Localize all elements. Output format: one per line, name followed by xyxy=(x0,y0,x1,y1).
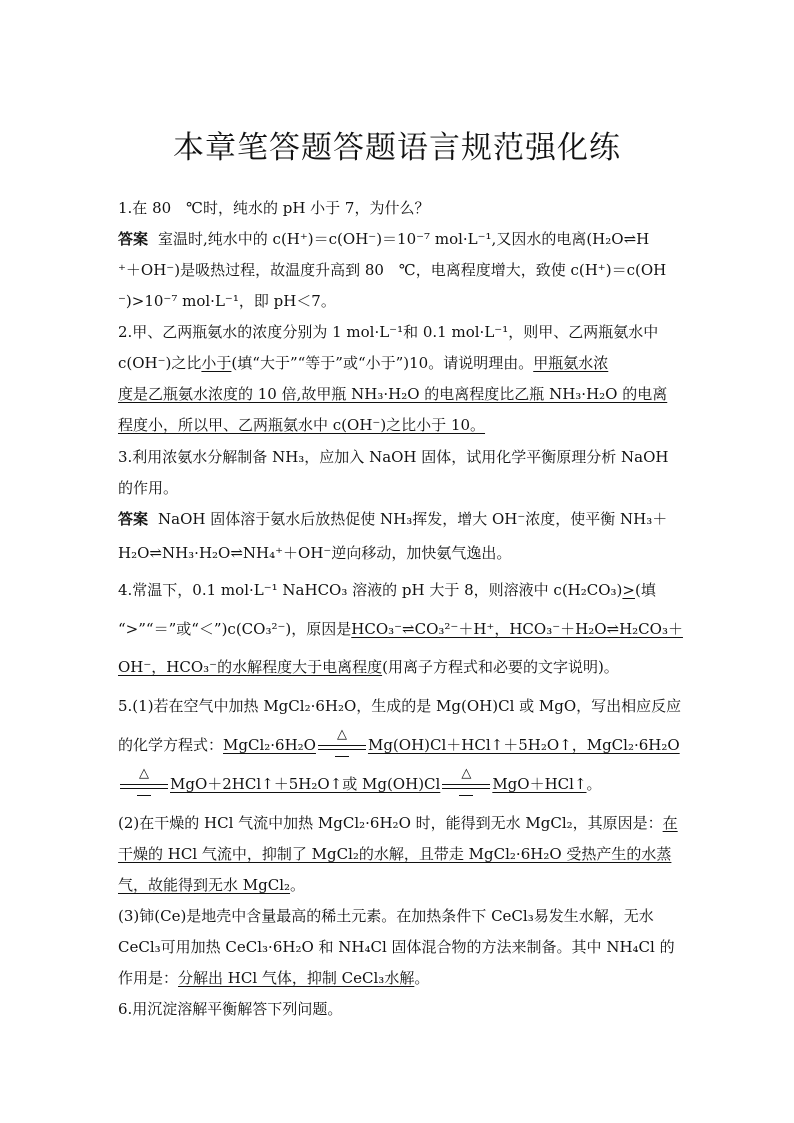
q2-reason-text-2: 度是乙瓶氨水浓度的 10 倍,故甲瓶 NH₃·H₂O 的电离程度比乙瓶 NH₃·H₂O 的电离 xyxy=(118,385,668,403)
heat-condition-arrow xyxy=(318,727,366,756)
q5-1-stem-line-1: 5.(1)若在空气中加热 MgCl₂·6H₂O，生成的是 Mg(OH)Cl 或 MgO，写出相应反应 xyxy=(118,697,682,715)
q5-2-answer-text: 干燥的 HCl 气流中，抑制了 MgCl₂的水解，且带走 MgCl₂·6H₂O 受热产生的水蒸 xyxy=(118,845,672,863)
q2-stem-line-2 xyxy=(118,353,688,373)
q4-reason-text: OH⁻，HCO₃⁻的水解程度大于电离程度 xyxy=(118,658,383,676)
q3-answer-line-2: H₂O⇌NH₃·H₂O⇌NH₄⁺＋OH⁻逆向移动，加快氨气逸出。 xyxy=(118,544,512,562)
q5-3-end: 。 xyxy=(414,969,430,987)
q4-hint-tail: (用离子方程式和必要的文字说明)。 xyxy=(382,658,619,676)
q3-answer-text-1: NaOH 固体溶于氨水后放热促使 NH₃挥发，增大 OH⁻浓度，使平衡 NH₃＋ xyxy=(158,510,668,528)
q2-stem-text: c(OH⁻)之比 xyxy=(118,354,202,372)
q1-answer-line-1 xyxy=(118,229,688,249)
q5-2-answer-start: 在 xyxy=(662,814,678,832)
q5-1-end: 。 xyxy=(586,775,602,793)
q3-stem-line-2: 的作用。 xyxy=(118,479,179,497)
q5-1-equation-line-1 xyxy=(118,727,688,756)
q5-3-line-1: (3)铈(Ce)是地壳中含量最高的稀土元素。在加热条件下 CeCl₃易发生水解，无水 xyxy=(118,907,654,925)
q5-2-line-2 xyxy=(118,844,688,864)
q2-fill-answer: 小于 xyxy=(201,354,232,372)
q5-1-reactant-1: MgCl₂·6H₂O xyxy=(223,736,316,754)
q2-stem-line-1: 2.甲、乙两瓶氨水的浓度分别为 1 mol·L⁻¹和 0.1 mol·L⁻¹，则甲、乙两瓶氨水中 xyxy=(118,323,659,341)
q4-hint-start: (填 xyxy=(634,581,656,599)
q5-1-equation-line-2 xyxy=(118,766,688,795)
q1-stem: 1.在 80 ℃时，纯水的 pH 小于 7，为什么？ xyxy=(118,199,430,217)
q4-hint-end: “>”“＝”或“＜”)c(CO₃²⁻)，原因是 xyxy=(118,620,352,638)
q5-1-product-2: MgO＋2HCl↑＋5H₂O↑或 Mg(OH)Cl xyxy=(170,775,441,793)
q2-hint: (填“大于”“等于”或“小于”)10。请说明理由。 xyxy=(231,354,534,372)
q1-answer-text-1: 室温时,纯水中的 c(H⁺)＝c(OH⁻)＝10⁻⁷ mol·L⁻¹,又因水的电离(H₂O⇌H xyxy=(158,230,650,248)
page-title: 本章笔答题答题语言规范强化练 xyxy=(173,130,621,166)
heat-condition-arrow xyxy=(120,766,168,795)
q2-reason-start: 甲瓶氨水浓 xyxy=(533,354,609,372)
q5-3-answer: 分解出 HCl 气体，抑制 CeCl₃水解 xyxy=(178,969,415,987)
q4-fill-answer: > xyxy=(622,581,635,599)
q5-3-prompt: 作用是： xyxy=(118,969,179,987)
q2-reason-line-3 xyxy=(118,415,688,435)
heat-symbol: △ xyxy=(139,766,149,781)
q2-reason-line-2 xyxy=(118,384,688,404)
q5-2-line-3 xyxy=(118,875,688,895)
q4-stem-text: 4.常温下，0.1 mol·L⁻¹ NaHCO₃ 溶液的 pH 大于 8，则溶液中 c(H₂CO₃) xyxy=(118,581,623,599)
q5-1-product-3: MgO＋HCl↑ xyxy=(492,775,587,793)
q6-stem: 6.用沉淀溶解平衡解答下列问题。 xyxy=(118,1000,343,1018)
q3-stem-line-1: 3.利用浓氨水分解制备 NH₃，应加入 NaOH 固体，试用化学平衡原理分析 NaOH xyxy=(118,448,669,466)
answer-label: 答案 xyxy=(118,230,149,248)
q2-reason-text-3: 程度小，所以甲、乙两瓶氨水中 c(OH⁻)之比小于 10。 xyxy=(118,416,486,434)
q4-stem-line-2 xyxy=(118,619,688,639)
q4-reason-start: HCO₃⁻⇌CO₃²⁻＋H⁺，HCO₃⁻＋H₂O⇌H₂CO₃＋ xyxy=(351,620,683,638)
q5-2-stem: (2)在干燥的 HCl 气流中加热 MgCl₂·6H₂O 时，能得到无水 MgCl₂，其原因是： xyxy=(118,814,663,832)
heat-symbol: △ xyxy=(461,766,472,781)
q5-2-answer-end: 气，故能得到无水 MgCl₂ xyxy=(118,876,291,894)
q4-reason-line-2 xyxy=(118,657,688,677)
q5-2-end: 。 xyxy=(290,876,306,894)
heat-condition-arrow xyxy=(442,766,490,795)
q5-3-line-3 xyxy=(118,968,688,988)
q5-1-prompt: 的化学方程式： xyxy=(118,736,224,754)
q5-2-line-1 xyxy=(118,813,688,833)
q5-3-line-2: CeCl₃可用加热 CeCl₃·6H₂O 和 NH₄Cl 固体混合物的方法来制备。其中 NH₄Cl 的 xyxy=(118,938,675,956)
q3-answer-line-1 xyxy=(118,509,688,529)
heat-symbol: △ xyxy=(336,727,347,742)
q1-answer-line-3: ⁻)>10⁻⁷ mol·L⁻¹，即 pH＜7。 xyxy=(118,292,336,310)
q5-1-product-1: Mg(OH)Cl＋HCl↑＋5H₂O↑，MgCl₂·6H₂O xyxy=(367,736,680,754)
q4-stem-line-1 xyxy=(118,580,688,600)
answer-label: 答案 xyxy=(118,510,149,528)
q1-answer-line-2: ⁺＋OH⁻)是吸热过程，故温度升高到 80 ℃，电离程度增大，致使 c(H⁺)＝c(OH xyxy=(118,261,667,279)
